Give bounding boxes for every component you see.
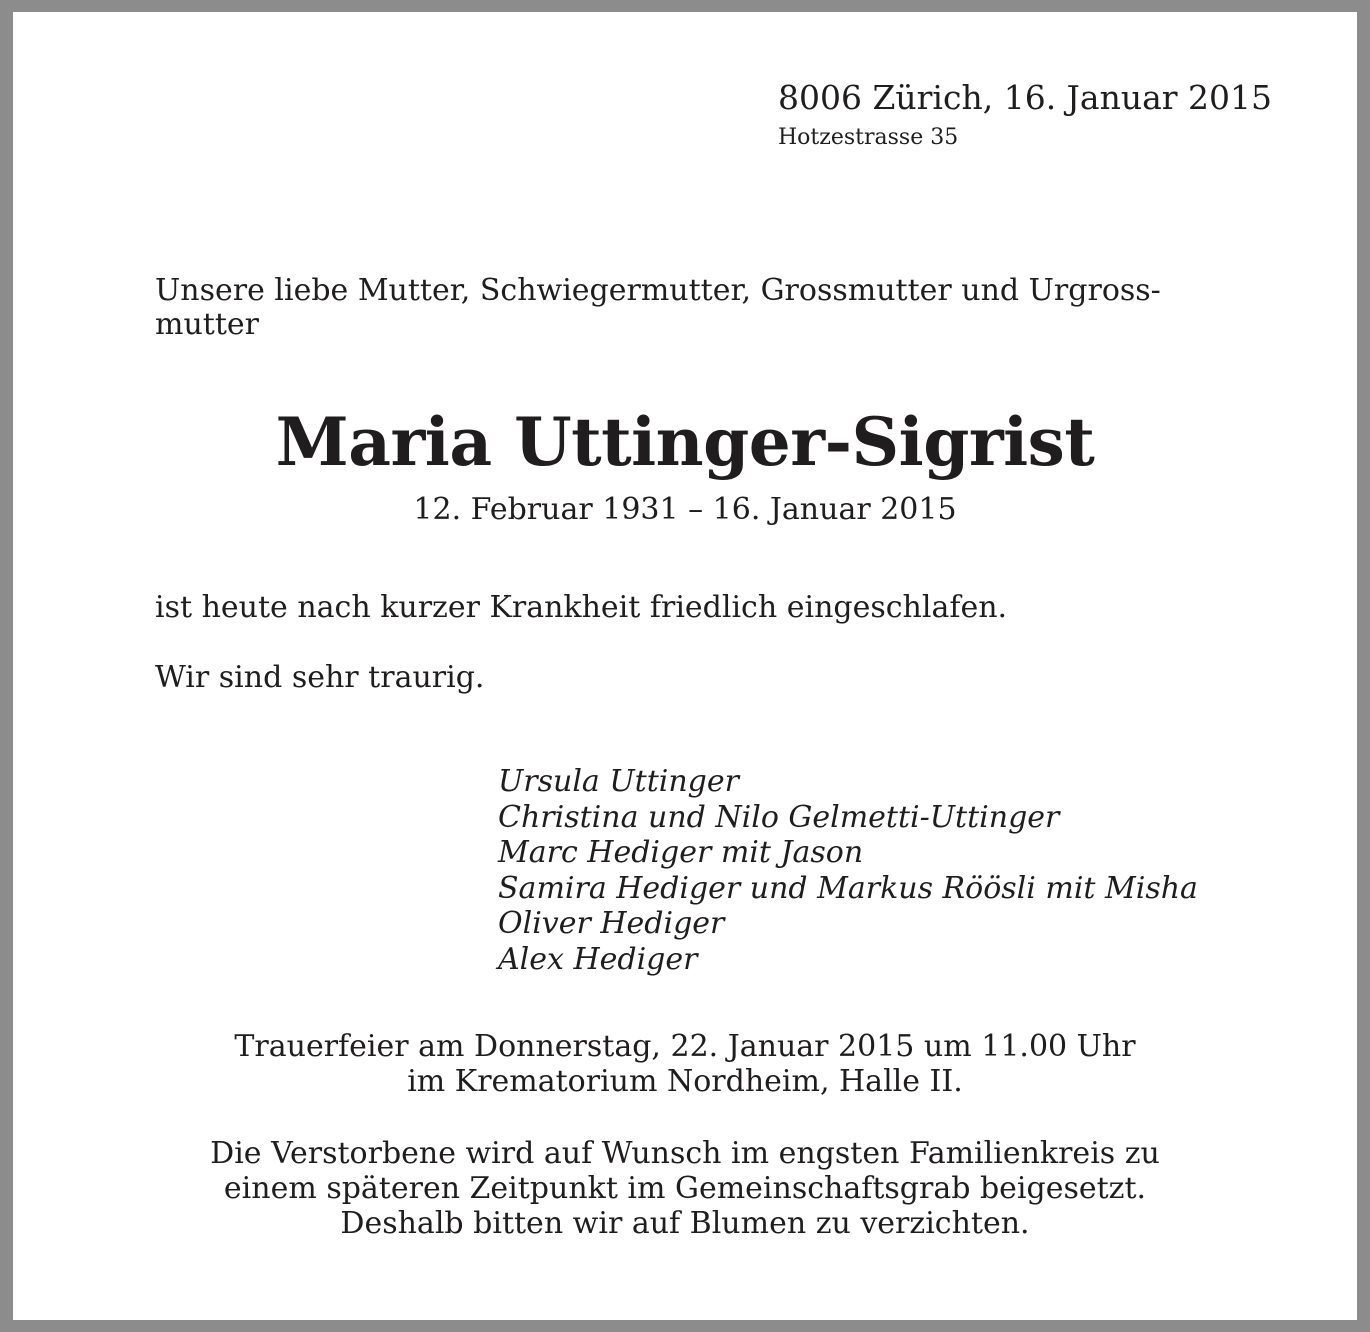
- mourner-name: Christina und Nilo Gelmetti-Uttinger: [498, 799, 1060, 835]
- intro-line: mutter: [155, 307, 259, 342]
- burial-info: [13, 1136, 1357, 1241]
- intro-text: [155, 274, 1161, 342]
- passing-statement: ist heute nach kurzer Krankheit friedlich eingeschlafen.: [155, 590, 1008, 625]
- mourner-name: Marc Hediger mit Jason: [498, 835, 864, 870]
- sorrow-statement: Wir sind sehr traurig.: [155, 660, 485, 695]
- deceased-name: Maria Uttinger-Sigrist: [275, 403, 1095, 481]
- mourner-name: Samira Hediger und Markus Röösli mit Misha: [498, 870, 1198, 906]
- burial-line: einem späteren Zeitpunkt im Gemeinschaftsgrab beigesetzt.: [223, 1171, 1147, 1206]
- ceremony-line: Trauerfeier am Donnerstag, 22. Januar 2015 um 11.00 Uhr: [234, 1029, 1136, 1064]
- mourner-name: Alex Hediger: [498, 941, 698, 977]
- street-address: Hotzestrasse 35: [778, 125, 959, 150]
- place-date: 8006 Zürich, 16. Januar 2015: [778, 78, 1273, 117]
- mourner-name: Ursula Uttinger: [498, 764, 739, 799]
- life-dates: 12. Februar 1931 – 16. Januar 2015: [413, 492, 957, 527]
- mourner-name: Oliver Hediger: [498, 906, 725, 941]
- ceremony-line: im Krematorium Nordheim, Halle II.: [407, 1064, 963, 1099]
- intro-line: Unsere liebe Mutter, Schwiegermutter, Grossmutter und Urgross-: [155, 273, 1161, 308]
- mourners-list: [498, 764, 1198, 977]
- ceremony-info: [13, 1029, 1357, 1099]
- burial-line: Die Verstorbene wird auf Wunsch im engsten Familienkreis zu: [210, 1136, 1160, 1171]
- burial-line: Deshalb bitten wir auf Blumen zu verzichten.: [340, 1206, 1030, 1241]
- obituary-notice: [13, 12, 1357, 1320]
